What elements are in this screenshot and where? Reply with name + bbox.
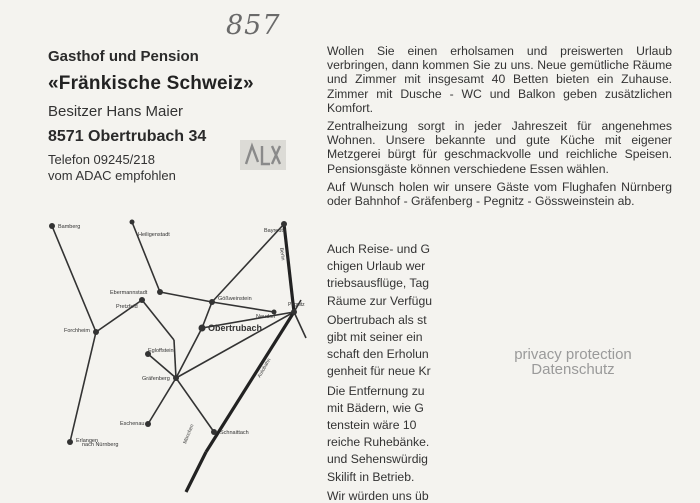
truncated-text-column bbox=[327, 242, 451, 503]
map-label-eschenau: Eschenau bbox=[120, 421, 145, 427]
map-label-schnaittach: Schnaittach bbox=[220, 430, 249, 436]
map-town-dot bbox=[209, 299, 215, 305]
paragraph: Zentralheizung sorgt in jeder Jahreszeit für angenehmes Wohnen. Unsere bekannte und gute Küche mit eigener Metzgerei bürgt für geschmackvolle und reichliche Speisen. Pensionsgäste können verschiedene Essen wählen. bbox=[327, 119, 672, 176]
text-line: triebsausflüge, Tag bbox=[327, 276, 430, 291]
map-label-egloffstein: Egloffstein bbox=[148, 348, 174, 354]
adac-line: vom ADAC empfohlen bbox=[48, 168, 176, 183]
map-road bbox=[142, 300, 174, 340]
watermark-line-1: privacy protection bbox=[514, 346, 632, 363]
text-line: tenstein wäre 10 bbox=[327, 418, 417, 433]
map-town-dot bbox=[281, 221, 287, 227]
map-road bbox=[212, 224, 287, 302]
description-text bbox=[327, 44, 672, 212]
text-line: genheit für neue Kr bbox=[327, 364, 431, 379]
map-autobahn bbox=[284, 224, 294, 312]
map-label-neudorf: Neudorf bbox=[256, 314, 276, 320]
map-label-pretzfeld: Pretzfeld bbox=[116, 304, 138, 310]
text-line: Obertrubach als st bbox=[327, 312, 427, 327]
text-line: mit Bädern, wie G bbox=[327, 400, 424, 415]
map-town-dot bbox=[199, 325, 206, 332]
map-road bbox=[148, 354, 176, 378]
map-label-obertrubach: Obertrubach bbox=[208, 323, 263, 333]
map-town-dot bbox=[139, 297, 145, 303]
map-label-pegnitz: Pegnitz bbox=[288, 302, 305, 308]
map-road bbox=[52, 226, 96, 332]
text-line: chigen Urlaub wer bbox=[327, 259, 426, 274]
map-label-nuernberg: nach Nürnberg bbox=[82, 442, 119, 448]
paragraph: Wollen Sie einen erholsamen und preiswerten Urlaub verbringen, dann kommen Sie zu uns. Neue gemütliche Räume und Zimmer mit insgesamt 40 Betten bieten ein Zuhause. Zimmer mit Dusche - WC und Balkon geben zusätzlichen Komfort. bbox=[327, 44, 672, 115]
map-town-dot bbox=[173, 375, 179, 381]
map-road bbox=[160, 292, 212, 302]
paragraph: Auf Wunsch holen wir unsere Gäste vom Flughafen Nürnberg oder Bahnhof - Gräfenberg - Pegnitz - Gössweinstein ab. bbox=[327, 179, 672, 209]
address-line: 8571 Obertrubach 34 bbox=[48, 128, 207, 145]
text-line: schaft den Erholun bbox=[327, 347, 429, 362]
map-autobahn bbox=[186, 452, 206, 492]
phone-line: Telefon 09245/218 bbox=[48, 152, 155, 167]
map-road bbox=[176, 378, 214, 432]
map-label-ebermannstadt: Ebermannstadt bbox=[110, 290, 148, 296]
business-name: «Fränkische Schweiz» bbox=[48, 73, 254, 94]
text-line: und Sehenswürdig bbox=[327, 452, 428, 467]
text-line: reiche Ruhebänke. bbox=[327, 435, 430, 450]
map-label-muenchen: München bbox=[182, 423, 196, 445]
map-road bbox=[70, 332, 99, 444]
road-map bbox=[36, 212, 326, 502]
map-town-dot bbox=[157, 289, 163, 295]
map-town-dot bbox=[49, 223, 55, 229]
adac-stamp-icon bbox=[240, 140, 286, 170]
map-town-dot bbox=[67, 439, 73, 445]
map-town-dot bbox=[93, 329, 99, 335]
map-label-heiligenstadt: Heiligenstadt bbox=[138, 232, 170, 238]
map-town-dot bbox=[291, 309, 297, 315]
text-line: Räume zur Verfügu bbox=[327, 293, 433, 308]
owner-line: Besitzer Hans Maier bbox=[48, 103, 184, 120]
map-label-berlin: Berlin bbox=[278, 247, 286, 261]
map-road bbox=[174, 340, 176, 378]
handwritten-note: 857 bbox=[226, 10, 281, 41]
map-road bbox=[148, 378, 176, 424]
text-line: Wir würden uns üb bbox=[327, 488, 429, 503]
map-label-forchheim: Forchheim bbox=[64, 328, 90, 334]
map-label-autobahn: Autobahn bbox=[256, 357, 273, 379]
text-line: Skilift in Betrieb. bbox=[327, 469, 415, 484]
map-label-graefenberg: Gräfenberg bbox=[142, 376, 170, 382]
map-label-erlangen: Erlangen bbox=[76, 438, 99, 444]
map-road bbox=[212, 302, 274, 312]
map-road bbox=[294, 312, 306, 338]
text-line: Auch Reise- und G bbox=[327, 242, 430, 256]
map-label-bayreuth: Bayreuth bbox=[264, 228, 287, 234]
map-town-dot bbox=[145, 421, 151, 427]
header-line-1: Gasthof und Pension bbox=[48, 48, 199, 65]
watermark-line-2: Datenschutz bbox=[531, 361, 615, 378]
map-town-dot bbox=[211, 429, 217, 435]
map-label-goessweinstein: Gößweinstein bbox=[218, 296, 252, 302]
privacy-watermark bbox=[487, 347, 659, 377]
map-town-dot bbox=[130, 220, 135, 225]
text-line: gibt mit seiner ein bbox=[327, 330, 423, 345]
map-label-bamberg: Bamberg bbox=[58, 224, 81, 230]
text-line: Die Entfernung zu bbox=[327, 383, 425, 398]
